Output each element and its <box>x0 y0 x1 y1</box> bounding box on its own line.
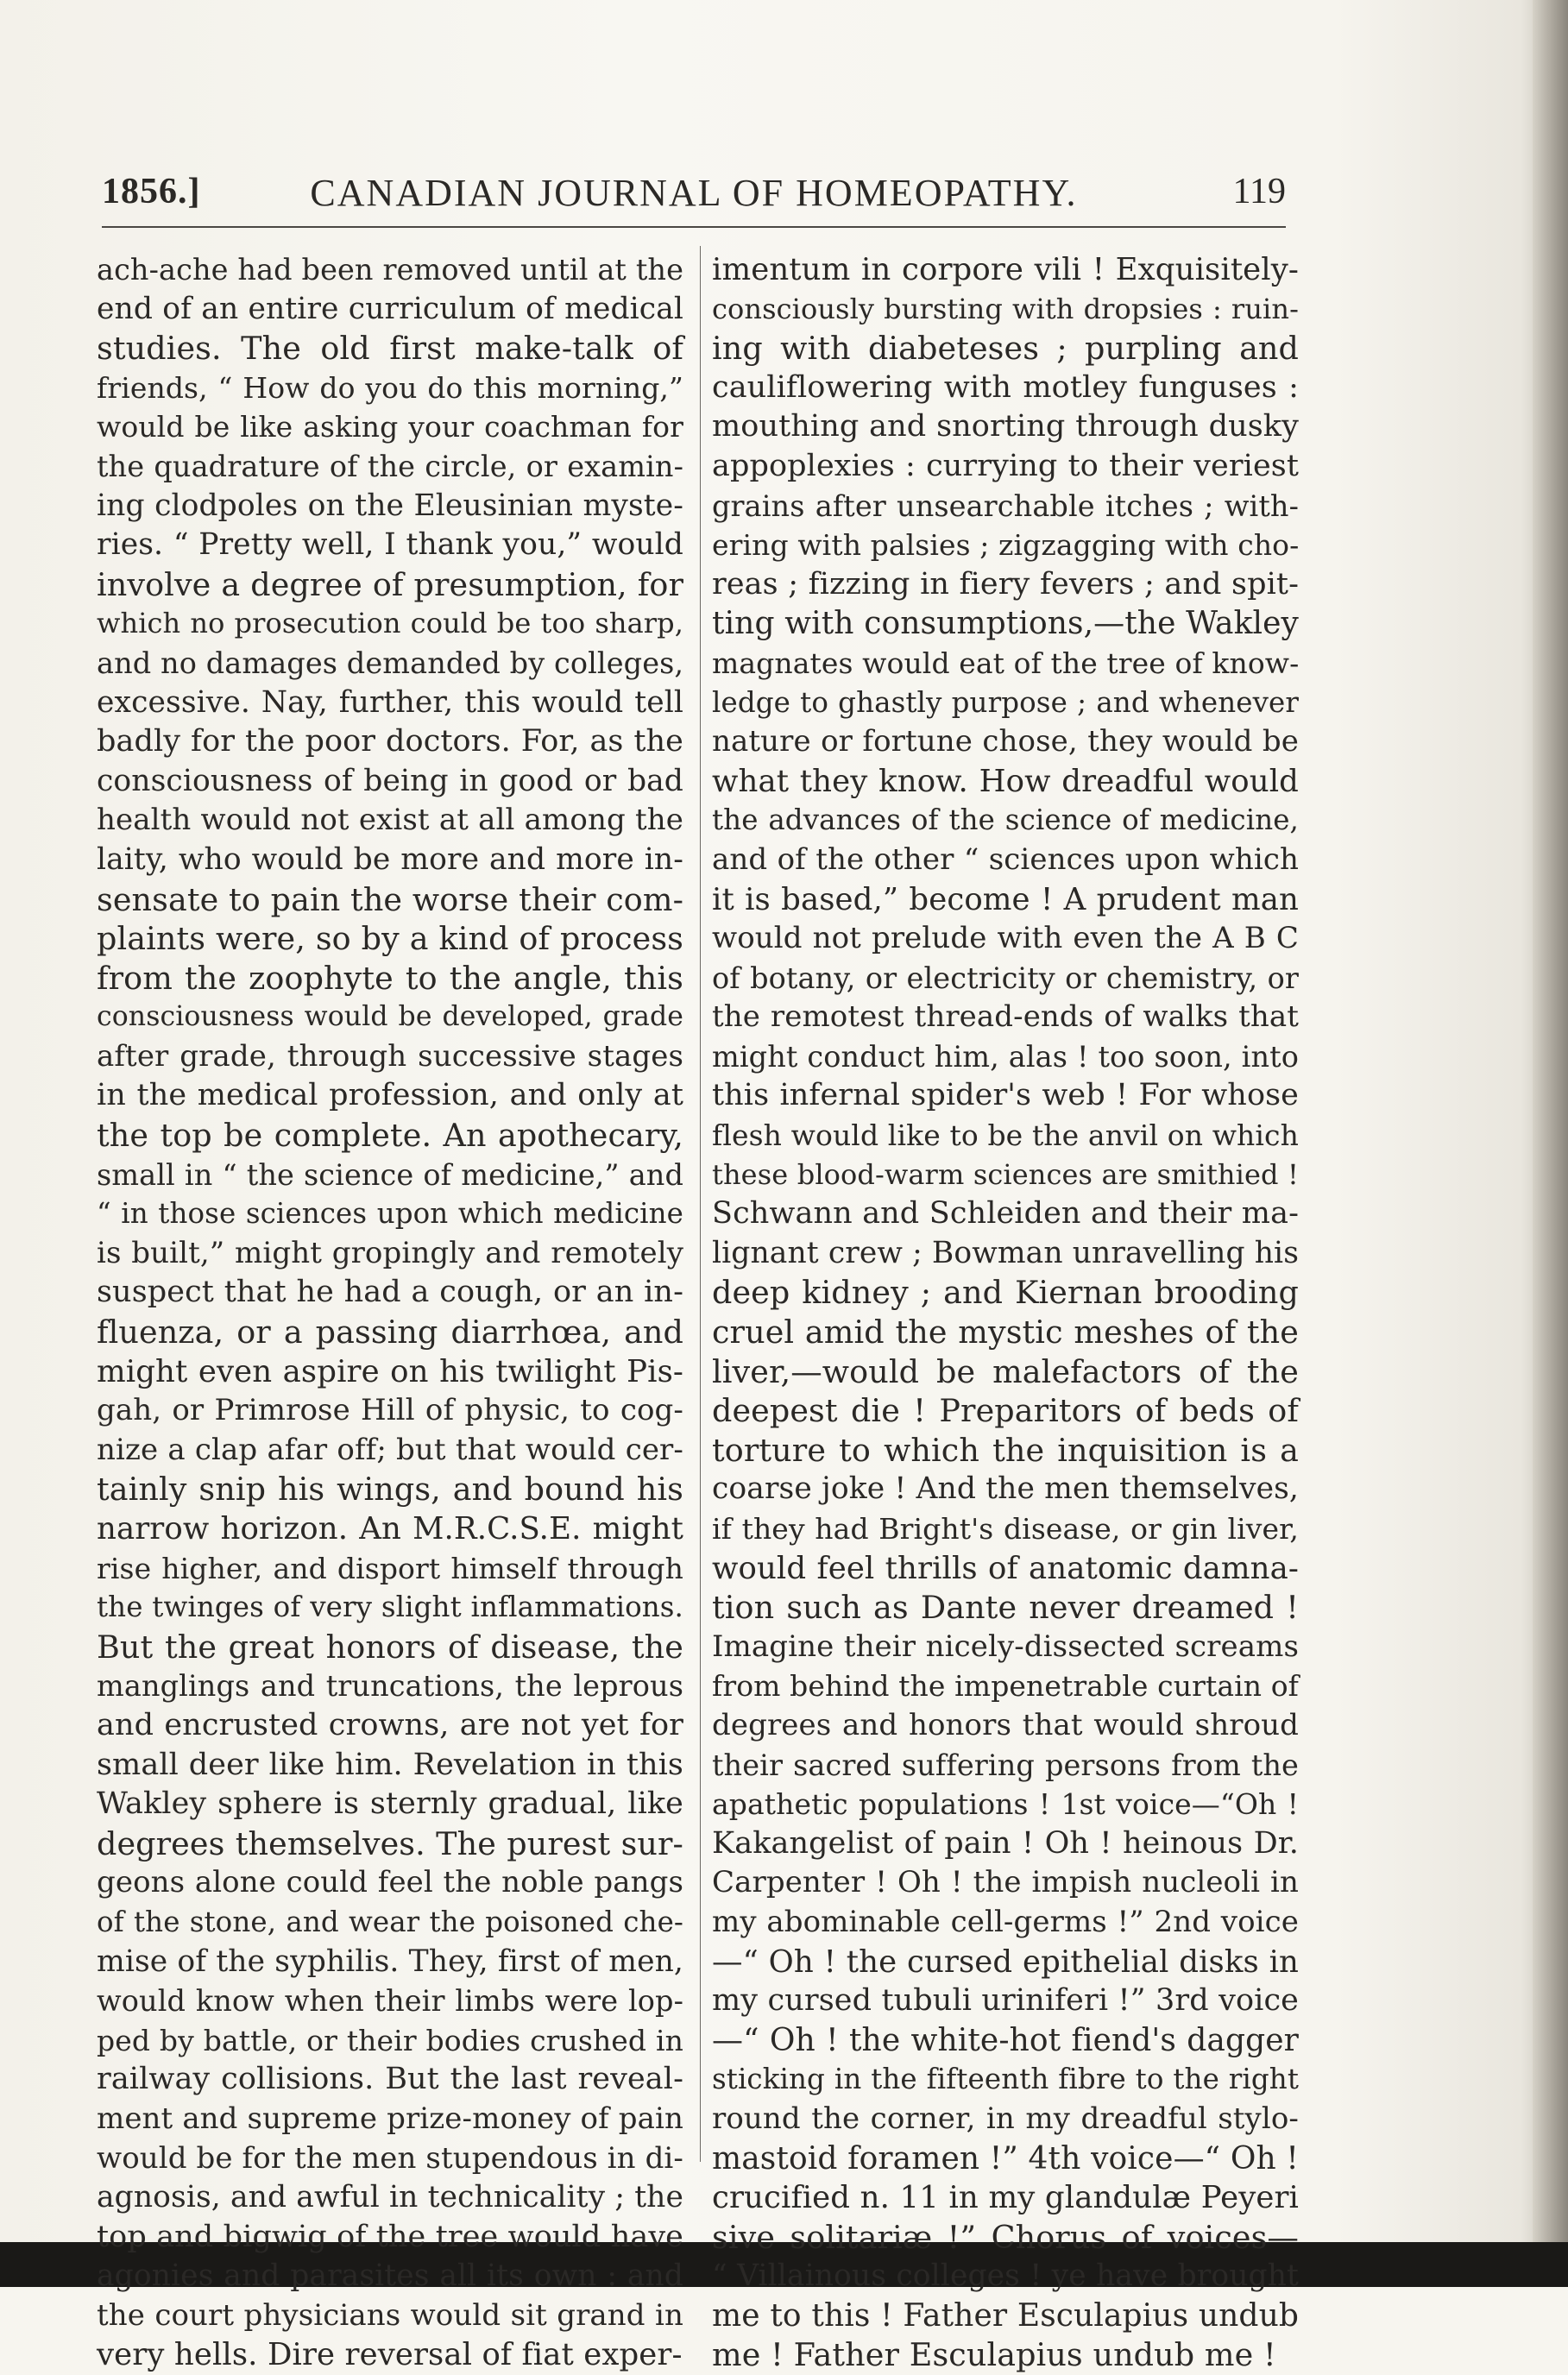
text-line: the remotest thread-ends of walks that <box>712 999 1299 1035</box>
text-line: round the corner, in my dreadful stylo- <box>712 2101 1299 2136</box>
text-line: appoplexies : currying to their veriest <box>712 448 1299 483</box>
text-line: Imagine their nicely-dissected screams <box>712 1628 1299 1664</box>
text-line: ledge to ghastly purpose ; and whenever <box>712 685 1299 719</box>
text-line: and no damages demanded by colleges, <box>97 646 684 680</box>
text-line: badly for the poor doctors. For, as the <box>97 724 683 759</box>
text-line: —“ Oh ! the white-hot fiend's dagger <box>712 2022 1299 2058</box>
header-year: 1856.] <box>102 172 201 211</box>
text-line: end of an entire curriculum of medical <box>97 291 683 326</box>
text-line: agnosis, and awful in technicality ; the <box>97 2180 683 2215</box>
text-line: consciousness would be developed, grade <box>97 1001 683 1033</box>
text-line: liver,—would be malefactors of the <box>712 1352 1299 1390</box>
text-line: it is based,” become ! A prudent man <box>712 881 1299 917</box>
text-line: the advances of the science of medicine, <box>712 803 1299 837</box>
text-line: imentum in corpore vili ! Exquisitely- <box>712 252 1299 287</box>
text-line: in the medical profession, and only at <box>97 1078 683 1113</box>
header-rule <box>102 226 1286 228</box>
text-line: mastoid foramen !” 4th voice—“ Oh ! <box>712 2140 1299 2177</box>
text-line: mouthing and snorting through dusky <box>712 409 1299 444</box>
text-line: agonies and parasites all its own : and <box>97 2258 683 2294</box>
text-line: top and bigwig of the tree would have <box>97 2219 683 2254</box>
text-line: But the great honors of disease, the <box>97 1628 683 1666</box>
text-line: their sacred suffering persons from the <box>712 1748 1299 1782</box>
text-line: health would not exist at all among the <box>97 803 683 838</box>
text-line: nature or fortune chose, they would be <box>712 724 1299 759</box>
text-line: my abominable cell-germs !” 2nd voice <box>712 1904 1299 1939</box>
journal-title: CANADIAN JOURNAL OF HOMEOPATHY. <box>310 172 1078 214</box>
text-line: ing with diabeteses ; purpling and <box>712 330 1299 368</box>
page-number: 119 <box>1232 172 1286 211</box>
text-line: would be like asking your coachman for <box>97 410 683 444</box>
text-line: might conduct him, alas ! too soon, into <box>712 1039 1299 1074</box>
text-line: suspect that he had a cough, or an in- <box>97 1275 683 1310</box>
text-line: torture to which the inquisition is a <box>712 1431 1299 1469</box>
text-line: is built,” might gropingly and remotely <box>97 1235 683 1270</box>
text-line: cruel amid the mystic meshes of the <box>712 1313 1299 1351</box>
text-line: manglings and truncations, the leprous <box>97 1669 683 1704</box>
text-line: what they know. How dreadful would <box>712 763 1299 799</box>
text-line: ped by battle, or their bodies crushed in <box>97 2023 683 2057</box>
text-line: would be for the men stupendous in di- <box>97 2140 683 2176</box>
text-line: from behind the impenetrable curtain of <box>712 1669 1299 1704</box>
text-line: the quadrature of the circle, or examin- <box>97 449 683 483</box>
text-line: “ in those sciences upon which medicine <box>97 1197 683 1231</box>
text-line: of the stone, and wear the poisoned che- <box>97 1905 683 1938</box>
text-line: would know when their limbs were lop- <box>97 1984 683 2019</box>
text-line: would not prelude with even the A B C <box>712 921 1299 956</box>
text-line: excessive. Nay, further, this would tell <box>97 684 683 720</box>
text-line: crucified n. 11 in my glandulæ Peyeri <box>712 2180 1299 2216</box>
text-line: after grade, through successive stages <box>97 1038 683 1074</box>
text-line: nize a clap afar off; but that would cer- <box>97 1432 683 1467</box>
text-line: deepest die ! Preparitors of beds of <box>712 1392 1299 1430</box>
text-line: flesh would like to be the anvil on which <box>712 1118 1299 1153</box>
text-line: tainly snip his wings, and bound his <box>97 1471 683 1509</box>
text-line: degrees and honors that would shroud <box>712 1707 1299 1742</box>
text-line: lignant crew ; Bowman unravelling his <box>712 1235 1299 1270</box>
text-line: gah, or Primrose Hill of physic, to cog- <box>97 1393 683 1428</box>
text-line: plaints were, so by a kind of process <box>97 920 683 958</box>
text-line: studies. The old first make-talk of <box>97 330 683 368</box>
text-line: geons alone could feel the noble pangs <box>97 1865 683 1900</box>
text-line: “ Villainous colleges ! ye have brought <box>712 2258 1299 2294</box>
text-line: from the zoophyte to the angle, this <box>97 959 683 997</box>
text-line: laity, who would be more and more in- <box>97 841 683 877</box>
text-line: these blood-warm sciences are smithied ! <box>712 1157 1299 1191</box>
text-line: sive solitariæ !” Chorus of voices— <box>712 2218 1299 2256</box>
text-line: fluenza, or a passing diarrhœa, and <box>97 1313 683 1351</box>
running-header <box>102 164 1286 216</box>
text-line: degrees themselves. The purest sur- <box>97 1824 683 1862</box>
text-line: ering with palsies ; zigzagging with cho- <box>712 528 1300 563</box>
text-line: ting with consumptions,—the Wakley <box>712 606 1299 642</box>
text-line: Kakangelist of pain ! Oh ! heinous Dr. <box>712 1825 1299 1861</box>
text-line: friends, “ How do you do this morning,” <box>97 370 683 405</box>
text-line: me to this ! Father Esculapius undub <box>712 2297 1299 2334</box>
text-line: the twinges of very slight inflammations. <box>97 1591 683 1624</box>
text-line: tion such as Dante never dreamed ! <box>712 1589 1299 1627</box>
text-line: ing clodpoles on the Eleusinian myste- <box>97 488 683 523</box>
text-line: of botany, or electricity or chemistry, or <box>712 961 1299 995</box>
text-line: if they had Bright's disease, or gin liver, <box>712 1512 1299 1546</box>
text-line: Schwann and Schleiden and their ma- <box>712 1196 1299 1232</box>
text-column-right <box>712 250 1300 2374</box>
text-line: apathetic populations ! 1st voice—“Oh ! <box>712 1787 1299 1822</box>
text-line: involve a degree of presumption, for <box>97 565 683 603</box>
text-line: coarse joke ! And the men themselves, <box>712 1471 1299 1507</box>
text-line: —“ Oh ! the cursed epithelial disks in <box>712 1943 1299 1980</box>
text-line: Wakley sphere is sternly gradual, like <box>97 1786 683 1822</box>
column-divider <box>700 246 701 2162</box>
text-line: me ! Father Esculapius undub me ! <box>712 2336 1276 2374</box>
text-line: grains after unsearchable itches ; with- <box>712 488 1299 523</box>
text-line: and encrusted crowns, are not yet for <box>97 1707 683 1742</box>
page-edge-shadow <box>1533 0 1568 2242</box>
text-line: ries. “ Pretty well, I thank you,” would <box>97 527 683 563</box>
text-line: sticking in the fifteenth fibre to the right <box>712 2063 1299 2096</box>
text-line: small deer like him. Revelation in this <box>97 1747 683 1782</box>
text-line: this infernal spider's web ! For whose <box>712 1078 1299 1113</box>
text-line: small in “ the science of medicine,” and <box>97 1157 683 1192</box>
text-line: ment and supreme prize-money of pain <box>97 2101 683 2136</box>
text-line: very hells. Dire reversal of fiat exper- <box>97 2337 683 2373</box>
text-line: cauliflowering with motley funguses : <box>712 369 1299 405</box>
text-line: might even aspire on his twilight Pis- <box>97 1353 683 1389</box>
text-line: my cursed tubuli uriniferi !” 3rd voice <box>712 1983 1299 2019</box>
text-line: consciously bursting with dropsies : ruin- <box>712 292 1299 325</box>
text-line: would feel thrills of anatomic damna- <box>712 1550 1299 1586</box>
text-line: reas ; fizzing in fiery fevers ; and spit- <box>712 566 1299 602</box>
text-line: ach-ache had been removed until at the <box>97 253 683 287</box>
text-line: magnates would eat of the tree of know- <box>712 646 1300 680</box>
text-line: mise of the syphilis. They, first of men, <box>97 1943 683 1979</box>
text-line: and of the other “ sciences upon which <box>712 841 1299 877</box>
text-line: the court physicians would sit grand in <box>97 2297 683 2333</box>
text-line: Carpenter ! Oh ! the impish nucleoli in <box>712 1865 1299 1900</box>
text-column-left <box>97 250 684 2373</box>
text-line: consciousness of being in good or bad <box>97 763 683 798</box>
text-line: which no prosecution could be too sharp, <box>97 607 683 640</box>
text-line: sensate to pain the worse their com- <box>97 880 683 918</box>
text-line: the top be complete. An apothecary, <box>97 1117 683 1155</box>
text-line: deep kidney ; and Kiernan brooding <box>712 1274 1299 1312</box>
text-line: railway collisions. But the last reveal- <box>97 2062 683 2097</box>
text-line: rise higher, and disport himself through <box>97 1551 683 1585</box>
text-line: narrow horizon. An M.R.C.S.E. might <box>97 1511 683 1547</box>
